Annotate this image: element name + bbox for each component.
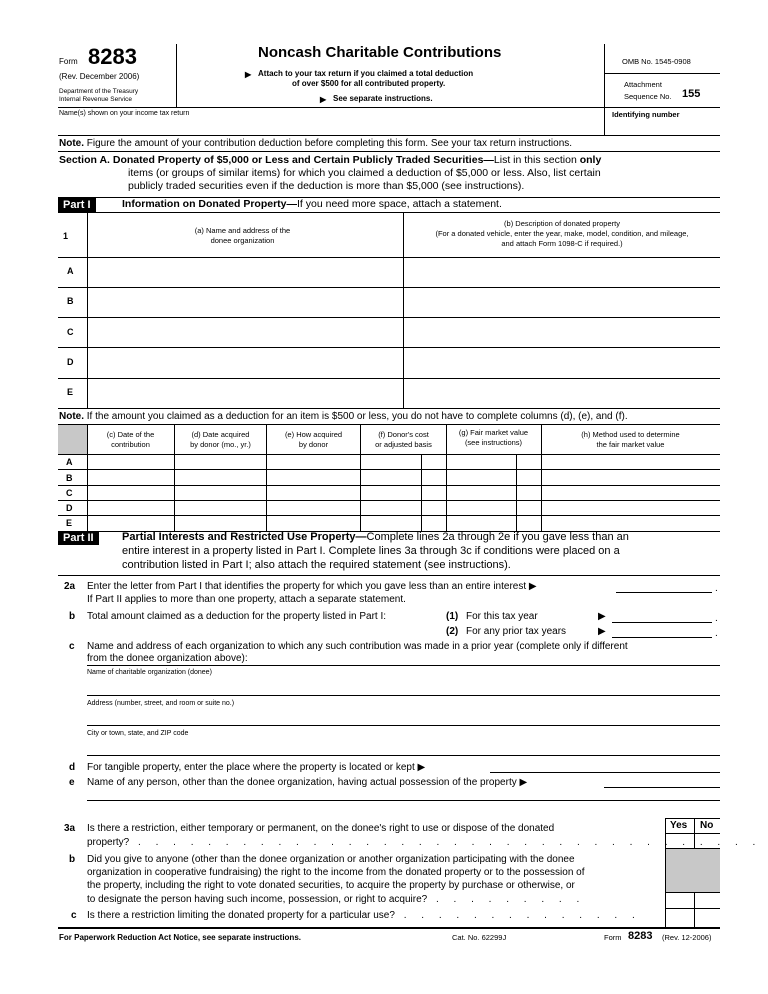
footer-form-label: Form [604,933,622,942]
part-2-line-2: entire interest in a property listed in Part I. Complete lines 3a through 3c if conditions were placed on a [122,545,620,557]
line-3c-text: Is there a restriction limiting the donated property for a particular use? . . . . . . . . . . . . . . [87,910,641,921]
address-label: Address (number, street, and room or suite no.) [87,700,235,707]
footer-revision: (Rev. 12-2006) [662,933,712,942]
arrow-icon: ▶ [598,626,606,637]
line-2e-input[interactable] [604,774,720,787]
col-f-header: (f) Donor's cost or adjusted basis [375,430,432,449]
part-2-label: Part II [58,531,99,545]
table-row[interactable] [89,517,719,530]
no-header: No [700,820,714,831]
table-row[interactable] [89,502,719,514]
line-3b-text-1: Did you give to anyone (other than the donee organization or another organization participating with the donee [87,854,575,865]
line-3b-number: b [69,854,76,865]
col-d-header: (d) Date acquired by donor (mo., yr.) [190,430,251,449]
row2-label-c: C [66,488,73,498]
description-input-b[interactable] [405,289,718,316]
arrow-icon: ▶ [598,611,606,622]
col-g-header: (g) Fair market value (see instructions) [458,428,529,447]
section-a-line-3: publicly traded securities even if the deduction is more than $5,000 (see instructions). [128,180,525,192]
paperwork-notice: For Paperwork Reduction Act Notice, see separate instructions. [59,933,301,942]
col-e-header: (e) How acquired by donor [284,430,343,449]
row2-label-b: B [66,473,73,483]
line-2b-text: Total amount claimed as a deduction for the property listed in Part I: [87,611,387,622]
form-number: 8283 [88,44,137,69]
shaded-cell [666,849,720,892]
q3c-no-box[interactable] [695,909,720,927]
yes-header: Yes [670,820,688,831]
sequence-number: 155 [682,88,701,100]
donee-input-d[interactable] [89,349,401,376]
donee-input-c[interactable] [89,319,401,346]
table-row[interactable] [89,456,719,468]
note-1: Note. Figure the amount of your contribution deduction before completing this form. See your tax return instructions. [59,138,573,149]
line-2c-number: c [69,641,75,652]
see-instructions: See separate instructions. [333,94,433,103]
row-label-e: E [67,387,74,397]
col-b-header: (b) Description of donated property (For a donated vehicle, enter the year, make, model, condition, and mileage, and attach Form 1098-C if required.) [435,219,689,248]
table-row[interactable] [89,471,719,484]
line-3c-number: c [71,910,77,921]
revision: (Rev. December 2006) [59,72,140,81]
table-row[interactable] [89,487,719,499]
donee-input-b[interactable] [89,289,401,316]
city-state-zip-input[interactable] [87,740,720,754]
agency: Internal Revenue Service [59,96,132,103]
row2-label-e: E [66,518,73,528]
names-input[interactable] [60,120,600,134]
line-2a-text: Enter the letter from Part I that identifies the property for which you gave less than an entire interest ▶ [87,581,537,592]
footer-form-number: 8283 [628,930,653,942]
line-2b2-number: (2) [446,626,459,637]
part-1-title: Information on Donated Property—If you need more space, attach a statement. [122,198,502,210]
line-2c-text-2: from the donee organization above): [87,653,248,664]
arrow-icon: ▶ [245,70,252,79]
row-label-a: A [67,266,74,276]
line-2a-number: 2a [64,581,76,592]
line-2b2-text: For any prior tax years [466,626,567,637]
identifying-number-label: Identifying number [612,110,680,119]
form-title: Noncash Charitable Contributions [258,44,502,61]
line-2b2-input[interactable] [612,623,712,637]
part-2-title: Partial Interests and Restricted Use Property—Complete lines 2a through 2e if you gave less than an [122,531,629,543]
row2-label-a: A [66,457,73,467]
line-3b-text-2: organization in cooperative fundraising) the right to the income from the donated property or to the possession of [87,867,585,878]
line-3b-text-3: the property, including the right to vote donated securities, to acquire the property by purchase or otherwise, or [87,880,575,891]
q3b-no-box[interactable] [695,893,720,907]
line-3b-text-4: to designate the person having such income, possession, or right to acquire? . . . . . . . . . [87,894,586,905]
identifying-number-input[interactable] [606,120,718,134]
row-label-c: C [67,327,74,337]
col-h-header: (h) Method used to determine the fair market value [581,430,680,449]
line-3a-text: Is there a restriction, either temporary or permanent, on the donee's right to use or dispose of the donated [87,823,555,834]
donee-input-a[interactable] [89,259,401,286]
city-state-zip-label: City or town, state, and ZIP code [87,730,189,737]
q3c-yes-box[interactable] [666,909,694,927]
line-3a-number: 3a [64,823,76,834]
description-input-a[interactable] [405,259,718,286]
col-a-header: (a) Name and address of the donee organization [194,226,291,245]
row2-label-d: D [66,503,73,513]
section-a-heading: Section A. Donated Property of $5,000 or Less and Certain Publicly Traded Securities—List in this section only [59,154,602,166]
arrow-icon: ▶ [320,95,327,104]
line-2a-input[interactable] [616,578,712,592]
donee-name-label: Name of charitable organization (donee) [87,669,212,676]
note-2: Note. If the amount you claimed as a deduction for an item is $500 or less, you do not have to complete columns (d), (e), and (f). [59,411,628,422]
line-1-number: 1 [63,231,69,241]
description-input-d[interactable] [405,349,718,376]
department: Department of the Treasury [59,88,139,95]
line-2e-number: e [69,777,75,788]
line-2c-text: Name and address of each organization to which any such contribution was made in a prior year (complete only if different [87,641,628,652]
description-input-e[interactable] [405,380,718,407]
line-2b-number: b [69,611,76,622]
line-2d-input[interactable] [490,759,720,772]
address-input[interactable] [87,710,720,724]
attachment-label: Attachment [624,80,662,89]
donee-input-e[interactable] [89,380,401,407]
line-2a-note: If Part II applies to more than one property, attach a separate statement. [87,594,406,605]
row-label-d: D [67,357,74,367]
description-input-c[interactable] [405,319,718,346]
q3b-yes-box[interactable] [666,893,694,907]
col-c-header: (c) Date of the contribution [106,430,155,449]
line-2b1-number: (1) [446,611,459,622]
omb-number: OMB No. 1545-0908 [622,57,691,66]
line-2b1-text: For this tax year [466,611,538,622]
line-2b1-input[interactable] [612,608,712,622]
line-3a-text-2: property? . . . . . . . . . . . . . . . . . . . . . . . . . . . . . . . . . . . . [87,837,762,848]
donee-name-input[interactable] [87,680,720,694]
form-label: Form [59,57,78,66]
line-2d-number: d [69,762,76,773]
sequence-label: Sequence No. [624,92,672,101]
part-1-label: Part I [58,198,96,212]
attach-line-1: Attach to your tax return if you claimed a total deduction [258,69,474,78]
line-2e-text: Name of any person, other than the donee organization, having actual possession of the property ▶ [87,777,528,788]
shaded-cell [58,425,87,454]
part-2-line-3: contribution listed in Part I; also attach the required statement (see instructions). [122,559,511,571]
row-label-b: B [67,296,74,306]
catalog-number: Cat. No. 62299J [452,933,507,942]
names-label: Name(s) shown on your income tax return [59,110,190,117]
line-2d-text: For tangible property, enter the place where the property is located or kept ▶ [87,762,426,773]
section-a-line-2: items (or groups of similar items) for which you claimed a deduction of $5,000 or less. Also, list certain [128,167,601,179]
attach-line-2: of over $500 for all contributed property. [292,79,446,88]
